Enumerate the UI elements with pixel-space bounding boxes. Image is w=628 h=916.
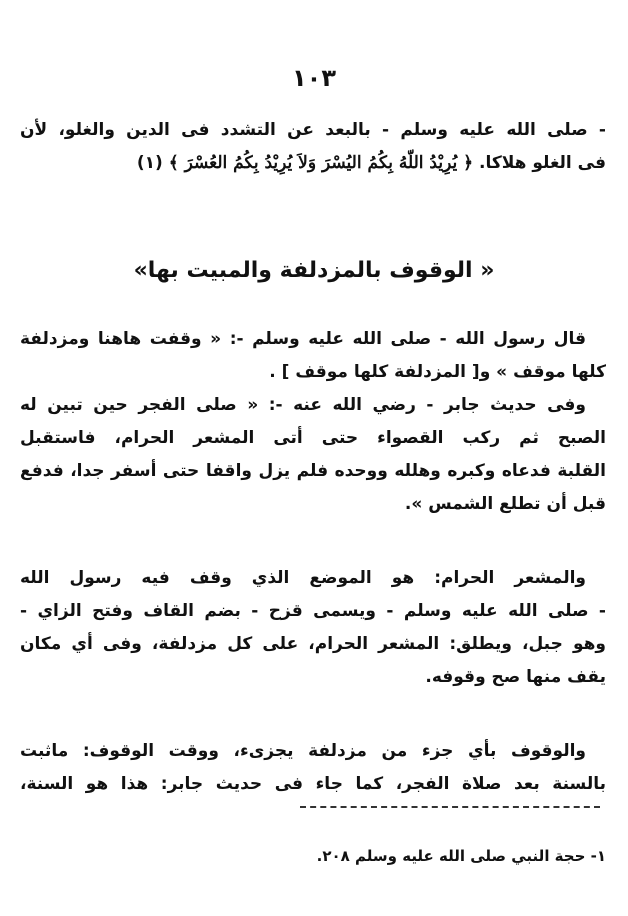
paragraph-4-line-2: بالسنة بعد صلاة الفجر، كما جاء فى حديث جابر: هذا هو السنة، bbox=[20, 774, 606, 794]
paragraph-3-line-1: والمشعر الحرام: هو الموضع الذي وقف فيه رسول الله bbox=[20, 568, 586, 588]
paragraph-3-line-4: يقف منها صح وقوفه. bbox=[425, 667, 606, 687]
paragraph-2-line-3: القلبة فدعاه وكبره وهلله ووحده فلم يزل واقفا حتى أسفر جدا، فدفع bbox=[20, 461, 606, 481]
footnote: ١- حجة النبي صلى الله عليه وسلم ٢٠٨. bbox=[316, 847, 606, 865]
intro-line-1: - صلى الله عليه وسلم - بالبعد عن التشدد فى الدين والغلو، لأن bbox=[20, 120, 606, 140]
section-heading: « الوقوف بالمزدلفة والمبيت بها» bbox=[133, 258, 495, 283]
paragraph-2-line-1: وفى حديث جابر - رضي الله عنه -: « صلى الفجر حين تبين له bbox=[20, 395, 586, 415]
paragraph-1-line-1: قال رسول الله - صلى الله عليه وسلم -: « وقفت هاهنا ومزدلفة bbox=[20, 329, 586, 349]
footnote-reference: (١) bbox=[136, 153, 163, 173]
paragraph-2-line-4: قبل أن تطلع الشمس ». bbox=[404, 494, 606, 514]
paragraph-2-line-2: الصبح ثم ركب القصواء حتى أتى المشعر الحرام، فاستقبل bbox=[20, 428, 606, 448]
paragraph-4-line-1: والوقوف بأي جزء من مزدلفة يجزىء، ووقت الوقوف: ماثبت bbox=[20, 741, 586, 761]
paragraph-3-line-3: وهو جبل، ويطلق: المشعر الحرام، على كل مزدلفة، وفى أي مكان bbox=[20, 634, 606, 654]
paragraph-1-line-2: كلها موقف » و[ المزدلفة كلها موقف ] . bbox=[269, 362, 606, 382]
paragraph-3-line-2: - صلى الله عليه وسلم - ويسمى قزح - بضم القاف وفتح الزاي - bbox=[20, 601, 606, 621]
footnote-separator bbox=[300, 806, 600, 808]
quran-verse: ﴿ يُرِيْدُ اللّهُ بِكُمُ اليُسْرَ وَلاَ يُرِيْدُ بِكُمُ العُسْرَ ﴾ bbox=[168, 153, 474, 173]
intro-line-2-text: فى الغلو هلاكا. bbox=[479, 153, 606, 173]
page-number: ١٠٣ bbox=[292, 64, 336, 92]
intro-line-2 bbox=[20, 148, 606, 178]
